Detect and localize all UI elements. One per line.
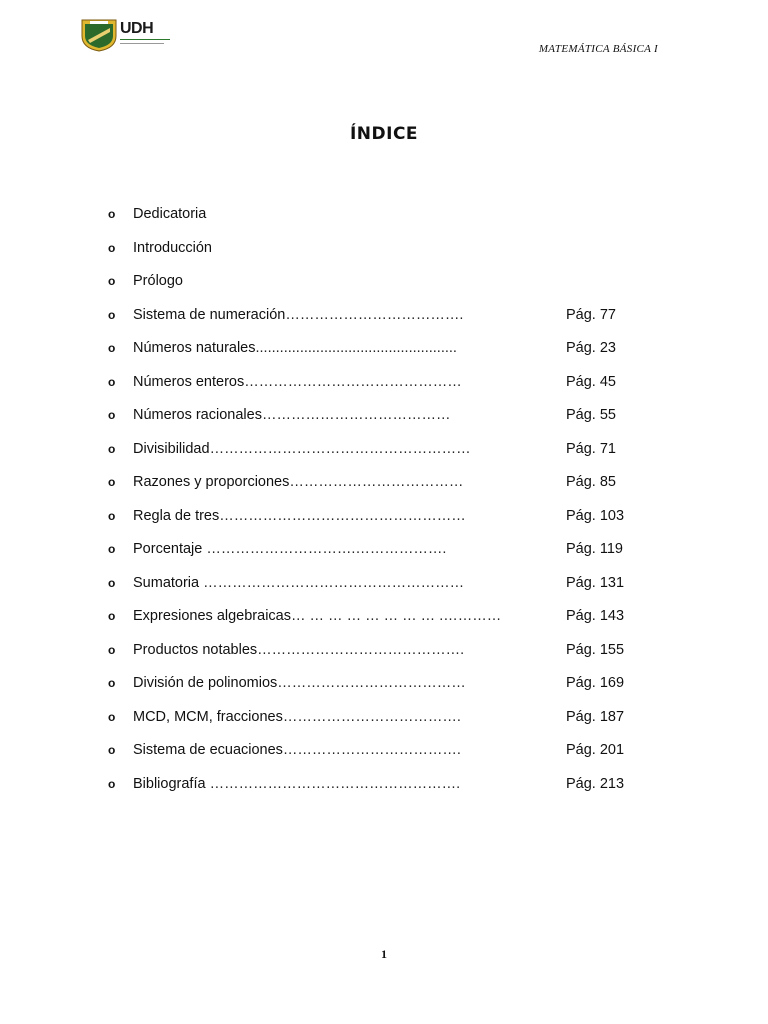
- toc-entry-label: [133, 667, 466, 701]
- bullet-marker: o: [108, 709, 116, 724]
- toc-entry-title: Sistema de ecuaciones: [133, 742, 283, 758]
- toc-entry-label: [133, 198, 206, 232]
- bullet-marker: o: [108, 240, 116, 255]
- toc-entry-label: [133, 399, 450, 433]
- toc-entry: [0, 768, 768, 802]
- toc-page-number: Pág. 155: [566, 641, 625, 658]
- bullet-marker: o: [108, 341, 116, 355]
- bullet-marker: o: [108, 676, 116, 690]
- toc-entry: [0, 734, 768, 768]
- toc-dot-leader: ………………………………: [289, 474, 464, 490]
- toc-page-number: Pág. 131: [566, 574, 625, 591]
- toc-dot-leader: …………………………………: [277, 675, 466, 691]
- toc-entry-label: [133, 533, 446, 567]
- toc-entry-label: [133, 567, 464, 601]
- toc-entry: [0, 466, 768, 500]
- toc-page-number: Pág. 213: [566, 775, 625, 792]
- toc-entry: [0, 433, 768, 467]
- toc-entry-label: [133, 500, 466, 534]
- bullet-marker: o: [108, 408, 116, 422]
- toc-dot-leader: … … … … … … … … .…………: [290, 608, 502, 624]
- logo-underline: [120, 39, 170, 40]
- toc-entry-label: [133, 634, 464, 668]
- toc-entry-label: [133, 768, 460, 802]
- toc-dot-leader: …………………………………….: [257, 641, 465, 658]
- toc-page-number: Pág. 201: [566, 742, 625, 758]
- toc-entry-label: [133, 466, 463, 500]
- toc-page-number: Pág. 119: [566, 541, 623, 557]
- running-header: MATEMÁTICA BÁSICA I: [538, 43, 658, 55]
- toc-entry-label: [133, 701, 461, 735]
- toc-entry-title: Divisibilidad: [133, 440, 210, 457]
- toc-dot-leader: ……………………………………………: [219, 507, 466, 524]
- toc-entry-label: [133, 332, 457, 366]
- university-logo: [80, 18, 172, 54]
- toc-entry: [0, 600, 768, 634]
- toc-entry: [0, 198, 768, 232]
- toc-dot-leader: ………………………………………………: [209, 440, 471, 457]
- toc-entry-title: División de polinomios: [133, 675, 278, 691]
- toc-entry-title: Sumatoria: [133, 574, 200, 591]
- toc-entry-title: Bibliografía: [133, 775, 206, 792]
- bullet-marker: o: [108, 776, 116, 791]
- bullet-marker: o: [108, 508, 116, 523]
- page-title: ÍNDICE: [349, 124, 419, 144]
- bullet-marker: o: [108, 642, 116, 657]
- toc-entry-label: [133, 299, 463, 333]
- toc-entry: [0, 634, 768, 668]
- toc-entry-title: Números racionales: [133, 407, 262, 423]
- toc-entry: [0, 667, 768, 701]
- toc-page-number: Pág. 71: [566, 440, 616, 457]
- toc-entry-title: MCD, MCM, fracciones: [133, 708, 283, 725]
- toc-page-number: Pág. 23: [566, 340, 616, 356]
- toc-entry-label: [133, 734, 461, 768]
- toc-page-number: Pág. 77: [566, 306, 616, 323]
- toc-page-number: Pág. 169: [566, 675, 625, 691]
- bullet-marker: o: [108, 743, 116, 757]
- table-of-contents: [0, 198, 768, 801]
- toc-entry-title: Números naturales: [133, 340, 256, 356]
- page-number: 1: [381, 947, 387, 961]
- toc-entry-title: Introducción: [133, 239, 212, 256]
- toc-entry: [0, 265, 768, 299]
- toc-dot-leader: ……………………………….: [285, 306, 464, 323]
- toc-entry: [0, 366, 768, 400]
- toc-entry-title: Números enteros: [133, 373, 245, 390]
- toc-entry: [0, 500, 768, 534]
- toc-entry-title: Regla de tres: [133, 507, 220, 524]
- toc-page-number: Pág. 85: [566, 474, 616, 490]
- shield-icon: [80, 18, 118, 52]
- toc-page-number: Pág. 143: [566, 608, 625, 624]
- toc-dot-leader: ………………………………………………: [199, 574, 465, 591]
- bullet-marker: o: [108, 207, 116, 221]
- bullet-marker: o: [108, 441, 116, 456]
- toc-entry: [0, 701, 768, 735]
- bullet-marker: o: [108, 542, 116, 556]
- toc-entry: [0, 299, 768, 333]
- toc-entry-label: [133, 232, 212, 266]
- bullet-marker: o: [108, 475, 116, 489]
- toc-entry-title: Sistema de numeración: [133, 306, 286, 323]
- toc-entry: [0, 399, 768, 433]
- toc-page-number: Pág. 55: [566, 407, 616, 423]
- bullet-marker: o: [108, 374, 116, 389]
- toc-dot-leader: …………………………………………….: [205, 775, 461, 792]
- bullet-marker: o: [108, 274, 116, 288]
- toc-page-number: Pág. 187: [566, 708, 625, 725]
- toc-dot-leader: ……………………………….: [282, 708, 461, 725]
- toc-entry-label: [133, 265, 183, 299]
- toc-entry-title: Prólogo: [133, 273, 183, 289]
- toc-entry-label: [133, 433, 471, 467]
- bullet-marker: o: [108, 609, 116, 623]
- toc-entry: [0, 533, 768, 567]
- toc-entry: [0, 332, 768, 366]
- toc-page-number: Pág. 45: [566, 373, 616, 390]
- logo-subline: [120, 43, 164, 44]
- toc-entry: [0, 567, 768, 601]
- toc-entry: [0, 232, 768, 266]
- toc-dot-leader: ……………………………….: [282, 742, 461, 758]
- logo-text: UDH: [120, 20, 154, 37]
- toc-entry-title: Expresiones algebraicas: [133, 608, 291, 624]
- toc-page-number: Pág. 103: [566, 507, 625, 524]
- toc-entry-title: Productos notables: [133, 641, 258, 658]
- toc-dot-leader: …………………………………: [261, 407, 451, 423]
- toc-entry-title: Razones y proporciones: [133, 474, 290, 490]
- toc-dot-leader: ..................................................: [255, 340, 457, 356]
- toc-entry-label: [133, 600, 501, 634]
- bullet-marker: o: [108, 575, 116, 590]
- toc-dot-leader: ………………………….……………….: [202, 541, 447, 557]
- toc-entry-title: Porcentaje: [133, 541, 203, 557]
- toc-entry-title: Dedicatoria: [133, 206, 207, 222]
- toc-entry-label: [133, 366, 462, 400]
- bullet-marker: o: [108, 307, 116, 322]
- toc-dot-leader: ………………………………………: [244, 373, 462, 390]
